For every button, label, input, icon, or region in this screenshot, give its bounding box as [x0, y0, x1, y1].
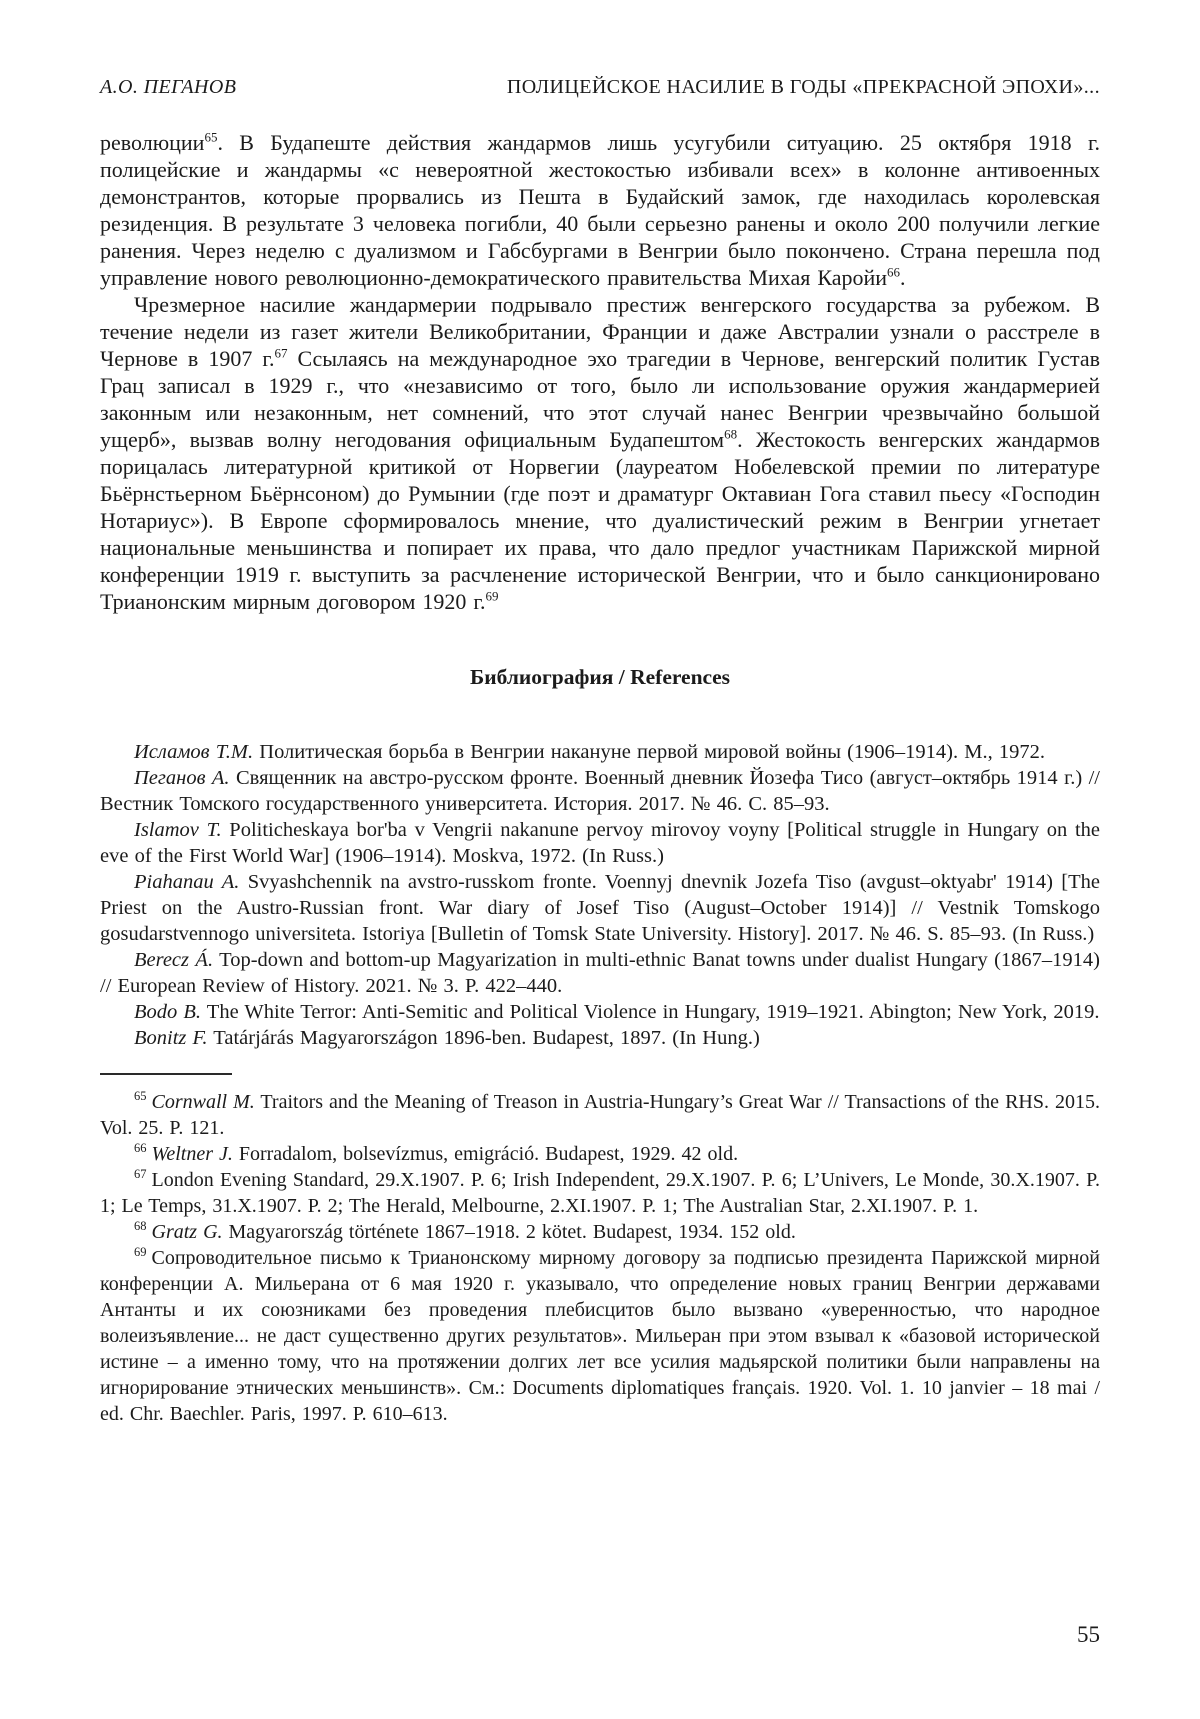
italic-text: Piahanau A.	[134, 870, 240, 893]
bibliography-list	[100, 739, 1100, 1051]
bibliography-entry	[100, 869, 1100, 947]
bibliography-entry	[100, 1025, 1100, 1051]
bibliography-entry	[100, 947, 1100, 999]
italic-text: Gratz G.	[151, 1220, 223, 1243]
italic-text: Berecz Á.	[134, 948, 214, 971]
text-segment: Traitors and the Meaning of Treason in Austria-Hungary’s Great War // Transactions of the RHS. 2015. Vol. 25. P. 121.	[100, 1090, 1100, 1139]
text-segment: Tatárjárás Magyarországon 1896-ben. Budapest, 1897. (In Hung.)	[207, 1026, 760, 1049]
bibliography-entry	[100, 765, 1100, 817]
running-header-title: ПОЛИЦЕЙСКОЕ НАСИЛИЕ В ГОДЫ «ПРЕКРАСНОЙ ЭПОХИ»...	[506, 76, 1100, 98]
text-segment: Политическая борьба в Венгрии накануне первой мировой войны (1906–1914). М., 1972.	[253, 740, 1045, 763]
footnote-ref: 66	[887, 264, 901, 280]
italic-text: Исламов Т.М.	[134, 740, 254, 763]
bibliography-heading: Библиография / References	[470, 665, 730, 689]
text-segment: The White Terror: Anti-Semitic and Political Violence in Hungary, 1919–1921. Abington; New York, 2019.	[201, 1000, 1100, 1023]
text-segment: Forradalom, bolsevízmus, emigráció. Budapest, 1929. 42 old.	[232, 1142, 739, 1165]
italic-text: Bonitz F.	[134, 1026, 208, 1049]
text-segment: . В Будапеште действия жандармов лишь усугубили ситуацию. 25 октября 1918 г. полицейские и жандармы «с невероятной жестокостью избивали всех» в колонне антивоенных демонстрантов, которые прорвались из Пешта в Будайский замок, где находилась королевская резиденция. В результате 3 человека погибли, 40 были серьезно ранены и около 200 получили легкие ранения. Через неделю с дуализмом и Габсбургами в Венгрии было покончено. Страна перешла под управление нового революционно-демократического правительства Михая Каройи	[100, 130, 1100, 290]
footnote-block	[100, 1073, 1100, 1427]
footnote-ref: 68	[724, 426, 738, 442]
footnote-65	[100, 1089, 1100, 1141]
bibliography-entry	[100, 739, 1100, 765]
text-segment: Сопроводительное письмо к Трианонскому мирному договору за подписью президента Парижской мирной конференции А. Мильерана от 6 мая 1920 г. указывало, что определение новых границ Венгрии державами Антанты и их союзниками без проведения плебисцитов было вызвано «уверенностью, что народное волеизъявление... не даст существенно других результатов». Мильеран при этом взывал к «базовой исторической истине – а именно тому, что на протяжении долгих лет все усилия мадьярской политики были направлены на игнорирование этнических меньшинств». См.: Documents diplomatiques français. 1920. Vol. 1. 10 janvier – 18 mai / ed. Chr. Baechler. Paris, 1997. P. 610–613.	[100, 1246, 1100, 1425]
text-segment: Politicheskaya bor'ba v Vengrii nakanune pervoy mirovoy voyny [Political struggle in Hungary on the eve of the First World War] (1906–1914). Moskva, 1972. (In Russ.)	[100, 818, 1100, 867]
text-segment: Священник на австро-русском фронте. Военный дневник Йозефа Тисо (август–октябрь 1914 г.) // Вестник Томского государственного университета. История. 2017. № 46. С. 85–93.	[100, 766, 1100, 815]
text-segment: Чрезмерное насилие жандармерии подрывало престиж венгерского государства за рубежом. В течение недели из газет жители Великобритании, Франции и даже Австралии узнали о расстреле в Чернове в 1907 г.	[100, 292, 1100, 371]
footnote-marker: 66	[134, 1141, 147, 1156]
text-segment: .	[900, 265, 906, 290]
text-segment: Svyashchennik na avstro-russkom fronte. Voennyj dnevnik Jozefa Tiso (avgust–oktyabr' 1914) [The Priest on the Austro-Russian front. War diary of Josef Tiso (August–October 1914)] // Vestnik Tomskogo gosudarstvennogo universiteta. Istoriya [Bulletin of Tomsk State University. History]. 2017. № 46. S. 85–93. (In Russ.)	[100, 870, 1100, 945]
text-segment: Top-down and bottom-up Magyarization in multi-ethnic Banat towns under dualist Hungary (1867–1914) // European Review of History. 2021. № 3. P. 422–440.	[100, 948, 1100, 997]
bibliography-entry	[100, 817, 1100, 869]
text-segment: London Evening Standard, 29.X.1907. P. 6; Irish Independent, 29.X.1907. P. 6; L’Univers, Le Monde, 30.X.1907. P. 1; Le Temps, 31.X.1907. P. 2; The Herald, Melbourne, 2.XI.1907. P. 1; The Australian Star, 2.XI.1907. P. 1.	[100, 1168, 1100, 1217]
footnote-ref: 69	[485, 588, 499, 604]
text-segment: . Жестокость венгерских жандармов порицалась литературной критикой от Норвегии (лауреатом Нобелевской премии по литературе Бьёрнстьерном Бьёрнсоном) до Румынии (где поэт и драматург Октавиан Гога ставил пьесу «Господин Нотариус»). В Европе сформировалось мнение, что дуалистический режим в Венгрии угнетает национальные меньшинства и попирает их права, что дало предлог участникам Парижской мирной конференции 1919 г. выступить за расчленение исторической Венгрии, что и было санкционировано Трианонским мирным договором 1920 г.	[100, 427, 1100, 614]
text-segment: революции	[100, 130, 205, 155]
footnote-ref: 67	[274, 345, 288, 361]
text-segment: Magyarország története 1867–1918. 2 kötet. Budapest, 1934. 152 old.	[222, 1220, 796, 1243]
page-number: 55	[1077, 1622, 1100, 1647]
footnote-68	[100, 1219, 1100, 1245]
footnote-marker: 68	[134, 1219, 147, 1234]
footnote-marker: 67	[134, 1167, 147, 1182]
footnote-69	[100, 1245, 1100, 1427]
article-body	[100, 129, 1100, 615]
italic-text: Пеганов А.	[134, 766, 230, 789]
running-header	[100, 76, 1100, 99]
italic-text: Cornwall M.	[151, 1090, 255, 1113]
italic-text: Islamov T.	[134, 818, 222, 841]
body-paragraph-2	[100, 291, 1100, 615]
bibliography-entry	[100, 999, 1100, 1025]
footnote-67	[100, 1167, 1100, 1219]
italic-text: Weltner J.	[151, 1142, 233, 1165]
footnote-marker: 69	[134, 1245, 147, 1260]
italic-text: Bodo B.	[134, 1000, 202, 1023]
footnote-marker: 65	[134, 1089, 147, 1104]
text-segment: Ссылаясь на международное эхо трагедии в Чернове, венгерский политик Густав Грац записал в 1929 г., что «независимо от того, было ли использование оружия жандармерией законным или незаконным, нет сомнений, что этот случай нанес Венгрии чрезвычайно большой ущерб», вызвав волну негодования официальным Будапештом	[100, 346, 1101, 452]
footnote-separator	[100, 1073, 232, 1075]
footnote-66	[100, 1141, 1100, 1167]
running-header-author: А.О. ПЕГАНОВ	[100, 76, 237, 98]
footnote-ref: 65	[204, 129, 218, 145]
body-paragraph-1	[100, 129, 1100, 291]
